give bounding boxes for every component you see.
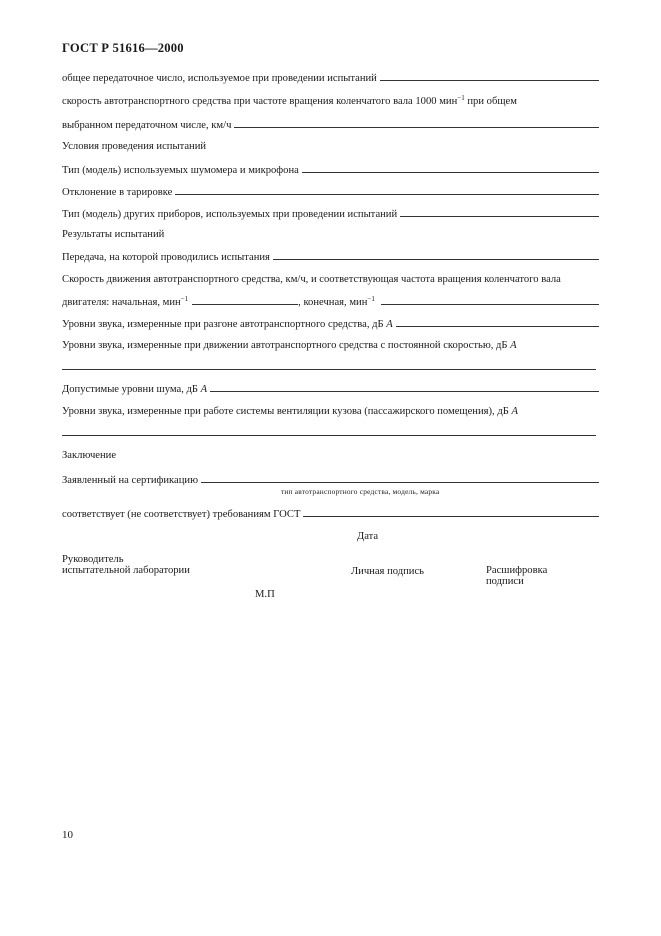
speed-kmh-label: выбранном передаточном числе, км/ч [62, 120, 232, 131]
calibration-line [62, 185, 599, 199]
engine-speed-start-label: двигателя: начальная, мин$^{-1}$ [62, 295, 189, 308]
other-instruments-line [62, 207, 599, 221]
conclusion-heading: Заключение [62, 450, 117, 461]
test-results-heading: Результаты испытаний [62, 229, 165, 240]
gear-used-line [62, 250, 599, 264]
calibration-field[interactable] [175, 185, 599, 195]
sound-meter-field[interactable] [302, 163, 599, 173]
personal-signature-label: Личная подпись [351, 566, 424, 577]
page-number: 10 [62, 829, 73, 841]
document-header: ГОСТ Р 51616—2000 [62, 41, 184, 55]
speed-kmh-line [62, 118, 599, 132]
vehicle-speed-line: Скорость движения автотранспортного средства, км/ч, и соответствующая частота вращения коленчатого вала [62, 274, 561, 285]
other-instruments-label: Тип (модель) других приборов, используемых при проведении испытаний [62, 209, 398, 220]
compliance-field[interactable] [303, 507, 599, 517]
date-label: Дата [357, 531, 379, 542]
speed-kmh-field[interactable] [234, 118, 599, 128]
sound-meter-label: Тип (модель) используемых шумомера и микрофона [62, 165, 299, 176]
allowed-noise-line [62, 382, 599, 396]
engine-speed-line [62, 295, 599, 309]
engine-speed-start-field[interactable] [192, 295, 298, 305]
speed-label-superscript: −1 [457, 94, 465, 102]
accel-sound-label: Уровни звука, измеренные при разгоне автотранспортного средства, дБ А [62, 319, 393, 330]
accel-sound-line [62, 317, 599, 331]
other-instruments-field[interactable] [400, 207, 599, 217]
engine-speed-end-label: , конечная, мин$^{-1}$ [298, 295, 375, 308]
declared-label: Заявленный на сертификацию [62, 475, 198, 486]
compliance-label: соответствует (не соответствует) требованиям ГОСТ [62, 509, 301, 520]
signature-role: Руководитель испытательной лаборатории [62, 554, 190, 576]
accel-sound-field[interactable] [396, 317, 599, 327]
gear-ratio-line [62, 71, 599, 85]
speed-line [62, 95, 599, 108]
gear-ratio-label: общее передаточное число, используемое при проведении испытаний [62, 73, 377, 84]
const-speed-sound-field[interactable] [62, 369, 596, 370]
speed-label-part2: при общем [464, 96, 517, 107]
stamp-label: М.П [255, 589, 275, 600]
declared-field[interactable] [201, 473, 599, 483]
sound-meter-line [62, 163, 599, 177]
gear-used-label: Передача, на которой проводились испытания [62, 252, 270, 263]
declared-line [62, 473, 599, 487]
ventilation-sound-line: Уровни звука, измеренные при работе системы вентиляции кузова (пассажирского помещения), дБ А [62, 406, 518, 417]
speed-label-part1: скорость автотранспортного средства при частоте вращения коленчатого вала 1000 мин [62, 96, 458, 107]
const-speed-sound-line: Уровни звука, измеренные при движении автотранспортного средства с постоянной скоростью, дБ А [62, 340, 517, 351]
compliance-line [62, 507, 599, 521]
gear-used-field[interactable] [273, 250, 599, 260]
test-conditions-heading: Условия проведения испытаний [62, 141, 207, 152]
allowed-noise-label: Допустимые уровни шума, дБ А [62, 384, 208, 395]
signature-decode-label: Расшифровка подписи [486, 565, 548, 587]
engine-speed-end-field[interactable] [381, 295, 599, 305]
gear-ratio-field[interactable] [380, 71, 599, 81]
declared-caption: тип автотранспортного средства, модель, марка [281, 487, 440, 496]
calibration-label: Отклонение в тарировке [62, 187, 173, 198]
allowed-noise-field[interactable] [210, 382, 599, 392]
ventilation-sound-field[interactable] [62, 435, 596, 436]
